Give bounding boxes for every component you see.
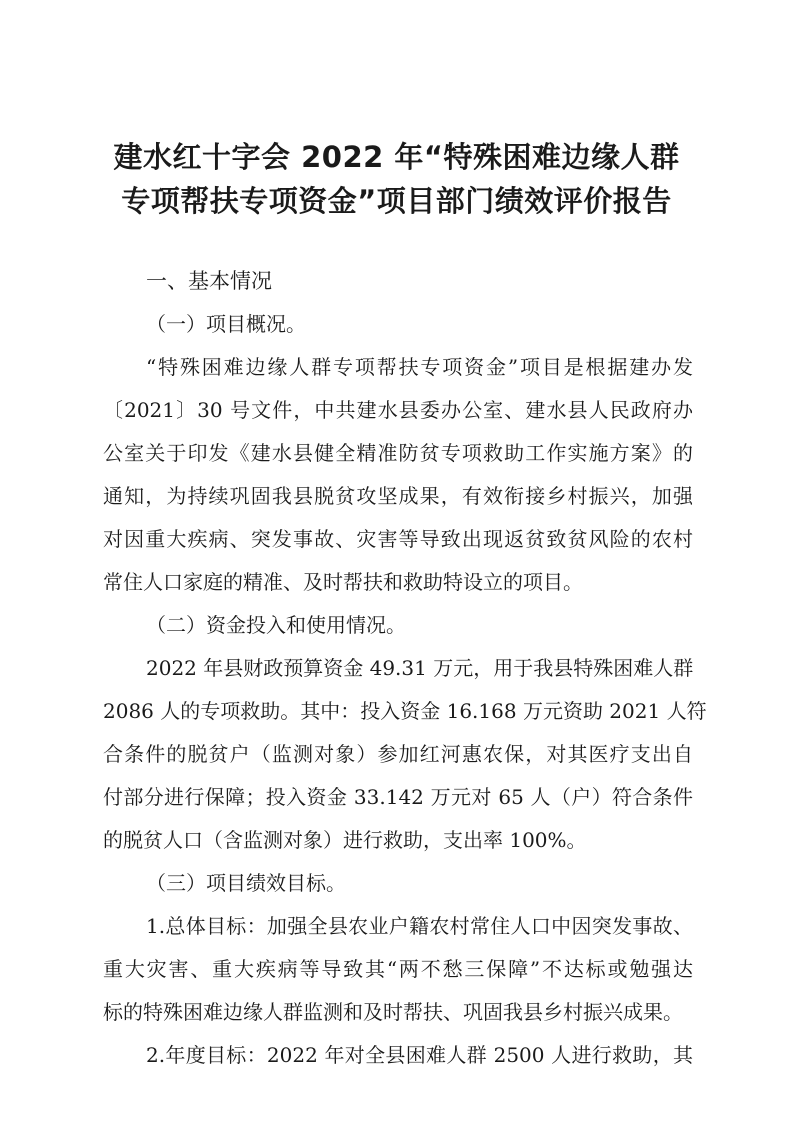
paragraph-line: 的脱贫人口（含监测对象）进行救助，支出率 100%。: [103, 828, 587, 852]
report-title-line-2: 专项帮扶专项资金”项目部门绩效评价报告: [121, 184, 672, 218]
paragraph-line: 常住人口家庭的精准、及时帮扶和救助特设立的项目。: [103, 570, 583, 594]
paragraph-line: 1.总体目标：加强全县农业户籍农村常住人口中因突发事故、: [146, 914, 693, 938]
paragraph-line: 重大灾害、重大疾病等导致其“两不愁三保障”不达标或勉强达: [103, 957, 693, 981]
subsection-heading-project-overview: （一）项目概况。: [146, 312, 306, 336]
paragraph-line: 付部分进行保障；投入资金 33.142 万元对 65 人（户）符合条件: [103, 785, 693, 809]
paragraph-line: 对因重大疾病、突发事故、灾害等导致出现返贫致贫风险的农村: [103, 527, 693, 551]
paragraph-line: 标的特殊困难边缘人群监测和及时帮扶、巩固我县乡村振兴成果。: [103, 1000, 683, 1024]
subsection-heading-funding: （二）资金投入和使用情况。: [146, 613, 406, 637]
paragraph-line: 2022 年县财政预算资金 49.31 万元，用于我县特殊困难人群: [146, 656, 694, 680]
subsection-heading-performance-goals: （三）项目绩效目标。: [146, 871, 346, 895]
section-heading-basic-info: 一、基本情况: [146, 269, 272, 293]
paragraph-line: “特殊困难边缘人群专项帮扶专项资金”项目是根据建办发: [146, 355, 693, 379]
paragraph-line: 合条件的脱贫户（监测对象）参加红河惠农保，对其医疗支出自: [103, 742, 693, 766]
paragraph-line: 2086 人的专项救助。其中：投入资金 16.168 万元资助 2021 人符: [103, 699, 707, 723]
paragraph-line: 〔2021〕30 号文件，中共建水县委办公室、建水县人民政府办: [103, 398, 693, 422]
paragraph-line: 2.年度目标：2022 年对全县困难人群 2500 人进行救助，其: [146, 1043, 693, 1067]
report-title-line-1: 建水红十字会 2022 年“特殊困难边缘人群: [113, 140, 680, 174]
paragraph-line: 公室关于印发《建水县健全精准防贫专项救助工作实施方案》的: [103, 441, 693, 465]
paragraph-line: 通知，为持续巩固我县脱贫攻坚成果，有效衔接乡村振兴，加强: [103, 484, 693, 508]
